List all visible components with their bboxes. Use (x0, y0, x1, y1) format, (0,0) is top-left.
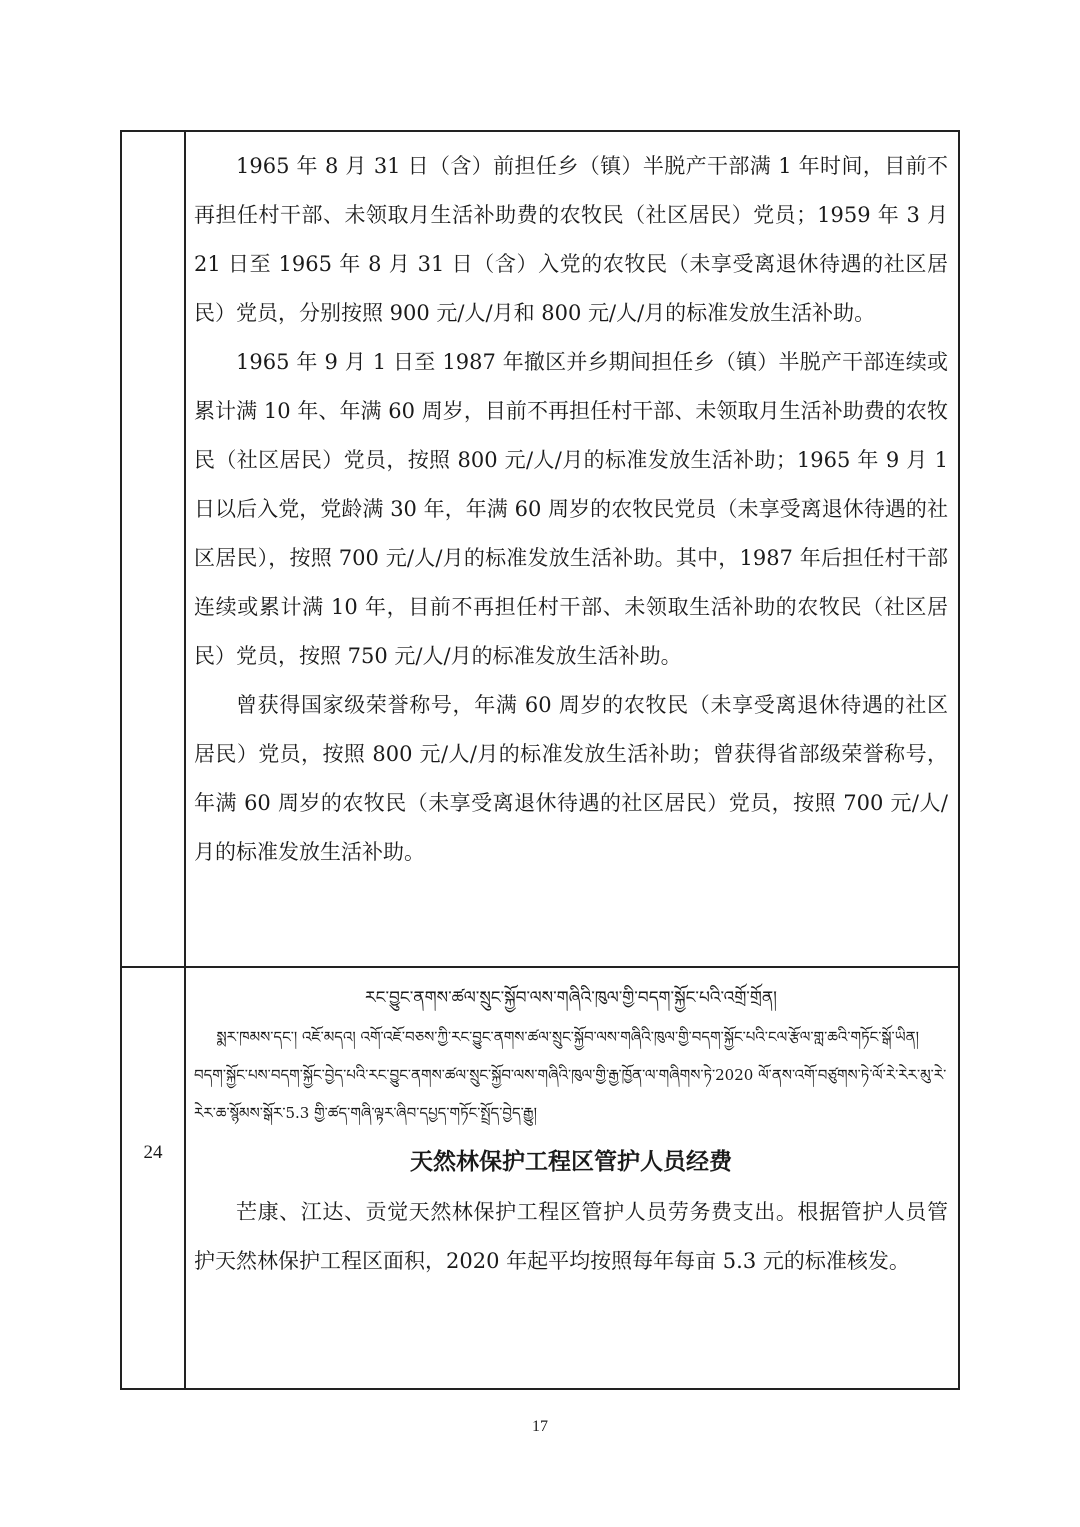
column-divider (184, 132, 186, 1388)
tibetan-body: སྨར་ཁམས་དང་། འཇོ་མདའ། འགོ་འཇོ་བཅས་ཀྱི་རང་བྱུང་ནགས་ཚལ་སྲུང་སྐྱོབ་ལས་གཞིའི་ཁུལ་གྱི་བདག་སྐྱོང་པའི་ངལ་རྩོལ་གླ་ཆའི་གཏོང་སྒོ་ཡིན། བདག་སྐྱོང་པས་བདག་སྐྱོང་བྱེད་པའི་རང་བྱུང་ནགས་ཚལ་སྲུང་སྐྱོབ་ལས་གཞིའི་ཁུལ་གྱི་རྒྱ་ཁྱོན་ལ་གཞིགས་ཏེ་2020 ལོ་ནས་འགོ་བཙུགས་ཏེ་ལོ་རེ་རེར་མུ་རེ་རེར་ཆ་སྙོམས་སྒོར་5.3 གྱི་ཚད་གཞི་ལྟར་ཞིབ་དཔྱད་གཏོང་སྤྲོད་བྱེད་རྒྱུ། (194, 1028, 947, 1122)
content-table (120, 130, 960, 1390)
paragraph-cadres-1965-1987: 1965 年 9 月 1 日至 1987 年撤区并乡期间担任乡（镇）半脱产干部连续或累计满 10 年、年满 60 周岁，目前不再担任村干部、未领取月生活补助费的农牧民（社区居民）党员，按照 800 元/人/月的标准发放生活补助；1965 年 9 月 1 日以后入党，党龄满 30 年，年满 60 周岁的农牧民党员（未享受离退休待遇的社区居民），按照 700 元/人/月的标准发放生活补助。其中，1987 年后担任村干部连续或累计满 10 年，目前不再担任村干部、未领取生活补助的农牧民（社区居民）党员，按照 750 元/人/月的标准发放生活补助。 (194, 350, 948, 668)
row-divider (122, 966, 958, 968)
paragraph-honorary-titles: 曾获得国家级荣誉称号，年满 60 周岁的农牧民（未享受离退休待遇的社区居民）党员，按照 800 元/人/月的标准发放生活补助；曾获得省部级荣誉称号，年满 60 周岁的农牧民（未享受离退休待遇的社区居民）党员，按照 700 元/人/月的标准发放生活补助。 (194, 693, 948, 864)
row-number-24: 24 (143, 1142, 163, 1163)
page-number: 17 (532, 1418, 548, 1435)
paragraph-forest-ranger-funds: 芒康、江达、贡觉天然林保护工程区管护人员劳务费支出。根据管护人员管护天然林保护工程区面积，2020 年起平均按照每年每亩 5.3 元的标准核发。 (194, 1200, 948, 1273)
section-heading: 天然林保护工程区管护人员经费 (410, 1149, 732, 1175)
tibetan-title: རང་བྱུང་ནགས་ཚལ་སྲུང་སྐྱོབ་ལས་གཞིའི་ཁུལ་གྱི་བདག་སྐྱོང་པའི་འགྲོ་གྲོན། (365, 988, 777, 1008)
row-1-content (194, 142, 948, 877)
paragraph-party-members-1965: 1965 年 8 月 31 日（含）前担任乡（镇）半脱产干部满 1 年时间，目前不再担任村干部、未领取月生活补助费的农牧民（社区居民）党员；1959 年 3 月 21 日至 1965 年 8 月 31 日（含）入党的农牧民（未享受离退休待遇的社区居民）党员，分别按照 900 元/人/月和 800 元/人/月的标准发放生活补助。 (194, 154, 948, 325)
row-2-content (194, 978, 948, 1286)
